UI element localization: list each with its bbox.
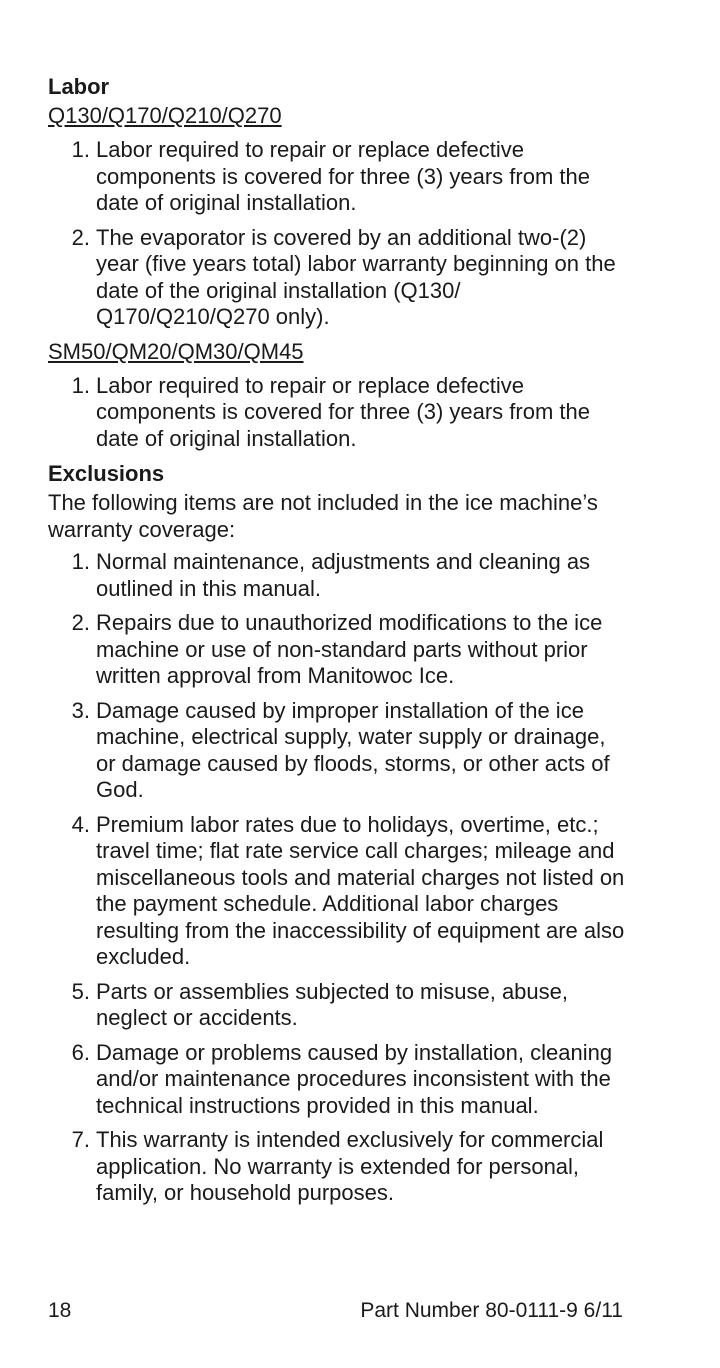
list-item (48, 1127, 628, 1207)
list-item (48, 225, 628, 331)
labor-models-subheading-1: Q130/Q170/Q210/Q270 (48, 103, 282, 128)
exclusions-list (48, 549, 628, 1207)
exclusions-intro: The following items are not included in the ice machine’s warranty coverage: (48, 490, 598, 542)
list-item (48, 549, 628, 602)
list-item-text: Normal maintenance, adjustments and cleaning as outlined in this manual. (96, 549, 591, 601)
list-item-text: Labor required to repair or replace defective components is covered for three (3) years from the date of original installation. (96, 137, 590, 215)
labor-heading: Labor (48, 74, 110, 99)
list-item (48, 812, 628, 971)
part-number: Part Number 80-0111-9 6/11 (360, 1299, 623, 1322)
page-footer (48, 1298, 623, 1325)
list-item-number: 4. (71, 811, 90, 837)
list-item-text: This warranty is intended exclusively for commercial application. No warranty is extended for personal, family, or household purposes. (96, 1127, 604, 1205)
list-item (48, 979, 628, 1032)
list-item-number: 1. (71, 137, 90, 162)
list-item-number: 2. (71, 224, 90, 250)
list-item-number: 2. (71, 610, 90, 635)
list-item-text: Damage caused by improper installation of the ice machine, electrical supply, water supply or drainage, or damage caused by floods, storms, or other acts of God. (96, 697, 610, 802)
list-item-text: Repairs due to unauthorized modifications to the ice machine or use of non-standard parts without prior written approval from Manitowoc Ice. (96, 610, 603, 688)
list-item-text: Labor required to repair or replace defective components is covered for three (3) years from the date of original installation. (96, 372, 590, 451)
document-page (48, 73, 628, 1215)
list-item-number: 3. (71, 697, 90, 723)
list-item (48, 137, 628, 217)
list-item (48, 698, 628, 804)
list-item-number: 5. (71, 978, 90, 1004)
list-item-text: Premium labor rates due to holidays, overtime, etc.; travel time; flat rate service call charges; mileage and miscellaneous tools and material charges not listed on the payment schedule. Additional labor charges resulting from the inaccessibility of equipment are also excluded. (96, 811, 625, 969)
list-item-text: Damage or problems caused by installation, cleaning and/or maintenance procedures inconsistent with the technical instructions provided in this manual. (96, 1039, 613, 1118)
list-item-number: 7. (71, 1127, 90, 1152)
labor-list-2 (48, 373, 628, 453)
list-item-text: Parts or assemblies subjected to misuse, abuse, neglect or accidents. (96, 978, 569, 1030)
page-number: 18 (48, 1299, 72, 1322)
list-item (48, 373, 628, 453)
list-item (48, 1040, 628, 1120)
exclusions-heading: Exclusions (48, 461, 165, 486)
labor-models-subheading-2: SM50/QM20/QM30/QM45 (48, 338, 304, 364)
list-item (48, 610, 628, 690)
list-item-number: 6. (71, 1039, 90, 1065)
labor-list-1 (48, 137, 628, 331)
list-item-number: 1. (71, 549, 90, 574)
list-item-number: 1. (71, 372, 90, 398)
list-item-text: The evaporator is covered by an additional two-(2) year (five years total) labor warranty beginning on the date of the original installation (Q130/ Q170/Q210/Q270 only). (96, 224, 616, 329)
